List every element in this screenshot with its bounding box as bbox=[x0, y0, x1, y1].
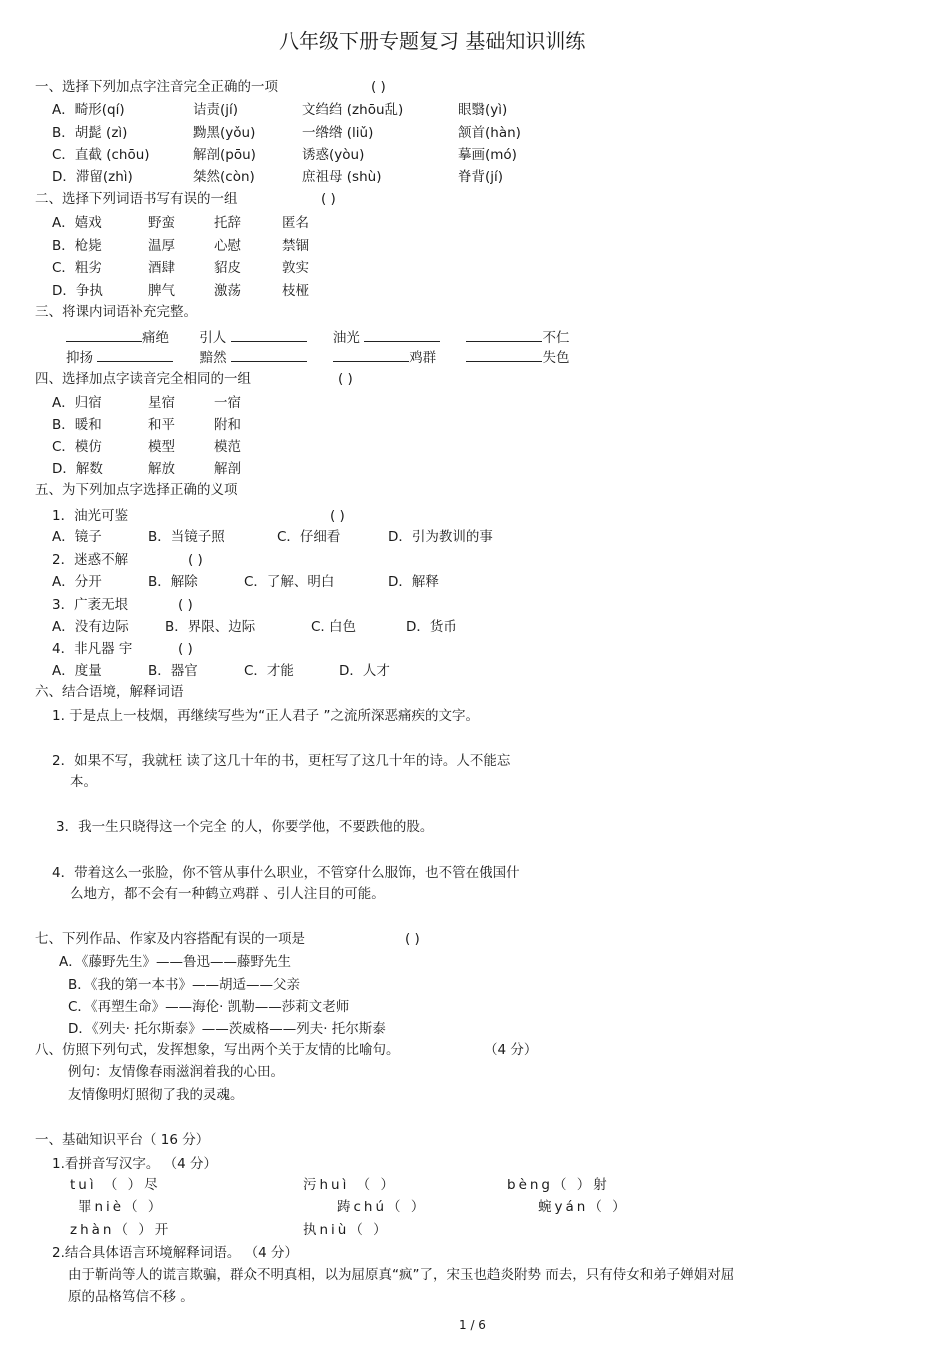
s4-c-1: C．模仿 bbox=[52, 439, 102, 455]
s4-c-3: 模范 bbox=[214, 439, 241, 455]
s8-example-1: 例句：友情像春雨滋润着我的心田。 bbox=[68, 1064, 284, 1080]
s2-b-1: B．枪毙 bbox=[52, 238, 102, 254]
s5-q4-opt-c: C．才能 bbox=[244, 663, 294, 679]
s4-b-3: 附和 bbox=[214, 417, 241, 433]
s6-q2-line1: 2．如果不写，我就枉 读了这几十年的书，更枉写了这几十年的诗。人不能忘 bbox=[52, 753, 511, 769]
pinyin-1-2: 污huì （ ） bbox=[303, 1177, 397, 1193]
s4-d-1: D．解数 bbox=[52, 461, 103, 477]
section-6-heading: 六、结合语境，解释词语 bbox=[35, 684, 184, 700]
s5-q4-opt-b: B．器官 bbox=[148, 663, 198, 679]
s5-q3-opt-a: A．没有边际 bbox=[52, 619, 129, 635]
s4-d-3: 解剖 bbox=[214, 461, 241, 477]
s5-q2-paren: ( ) bbox=[188, 552, 203, 568]
s2-c-3: 貂皮 bbox=[214, 260, 241, 276]
option-c-col2: 解剖(pōu) bbox=[193, 147, 256, 163]
s2-d-3: 激荡 bbox=[214, 283, 241, 299]
blank-field[interactable] bbox=[466, 347, 542, 362]
blank-field[interactable] bbox=[333, 347, 409, 362]
pinyin-3-1: zhàn（ ）开 bbox=[70, 1222, 172, 1238]
pinyin-1-1: tuì （ ）尽 bbox=[70, 1177, 161, 1193]
s6-q4-line1: 4．带着这么一张脸，你不管从事什么职业，不管穿什么服饰，也不管在俄国什 bbox=[52, 865, 520, 881]
fill-row-2: 抑扬 黯然 鸡群 失色 bbox=[66, 347, 569, 367]
section-1-answer-paren: ( ) bbox=[371, 79, 386, 95]
s5-q2: 2．迷惑不解 bbox=[52, 552, 129, 568]
option-a-col1: A．畸形(qí) bbox=[52, 102, 125, 118]
s5-q1-opt-a: A．镜子 bbox=[52, 529, 102, 545]
part2-q1: 1.看拼音写汉字。 （4 分） bbox=[52, 1156, 218, 1172]
section-8-heading: 八、仿照下列句式，发挥想象，写出两个关于友情的比喻句。 bbox=[35, 1042, 400, 1058]
s2-c-2: 酒肆 bbox=[148, 260, 175, 276]
s4-a-2: 星宿 bbox=[148, 395, 175, 411]
s4-b-2: 和平 bbox=[148, 417, 175, 433]
s7-opt-c: C．《再塑生命》——海伦· 凯勒——莎莉文老师 bbox=[68, 999, 350, 1015]
section-3-heading: 三、将课内词语补充完整。 bbox=[35, 304, 197, 320]
s2-c-4: 敦实 bbox=[282, 260, 309, 276]
s2-b-3: 心慰 bbox=[214, 238, 241, 254]
s6-q4-line2: 么地方，都不会有一种鹤立鸡群 、引人注目的可能。 bbox=[70, 886, 385, 902]
s2-d-1: D．争执 bbox=[52, 283, 103, 299]
s5-q3-opt-c: C. 白色 bbox=[311, 619, 357, 635]
section-5-heading: 五、为下列加点字选择正确的义项 bbox=[35, 482, 238, 498]
part2-q2-text-1: 由于靳尚等人的谎言欺骗，群众不明真相，以为屈原真“疯”了，宋玉也趋炎附势 而去，只有侍女和弟子婵娟对屈 bbox=[68, 1267, 735, 1283]
section-7-answer-paren: ( ) bbox=[405, 931, 420, 947]
s7-opt-a: A．《藤野先生》——鲁迅——藤野先生 bbox=[59, 954, 291, 970]
section-4-answer-paren: ( ) bbox=[338, 371, 353, 387]
option-d-col4: 脊背(jí) bbox=[458, 169, 504, 185]
s5-q1-opt-c: C．仔细看 bbox=[277, 529, 341, 545]
s5-q2-opt-a: A．分开 bbox=[52, 574, 102, 590]
option-a-col3: 文绉绉 (zhōu乱) bbox=[302, 102, 404, 118]
option-d-col3: 庶祖母 (shù) bbox=[302, 169, 382, 185]
s5-q1-paren: ( ) bbox=[330, 508, 345, 524]
s2-a-2: 野蛮 bbox=[148, 215, 175, 231]
blank-field[interactable] bbox=[231, 347, 307, 362]
option-c-col3: 诱惑(yòu) bbox=[302, 147, 365, 163]
option-b-col1: B．胡髭 (zì) bbox=[52, 125, 128, 141]
section-8-score: （4 分） bbox=[484, 1042, 538, 1058]
option-d-col2: 桀然(còn) bbox=[193, 169, 255, 185]
page-number: 1 / 6 bbox=[459, 1318, 486, 1332]
s2-a-4: 匿名 bbox=[282, 215, 309, 231]
s5-q2-opt-d: D．解释 bbox=[388, 574, 439, 590]
s5-q4: 4．非凡器 宇 bbox=[52, 641, 133, 657]
section-7-heading: 七、下列作品、作家及内容搭配有误的一项是 bbox=[35, 931, 305, 947]
part2-q2: 2.结合具体语言环境解释词语。 （4 分） bbox=[52, 1245, 299, 1261]
option-b-col2: 黝黑(yǒu) bbox=[193, 125, 256, 141]
option-a-col2: 诘责(jí) bbox=[193, 102, 239, 118]
section-2-answer-paren: ( ) bbox=[321, 191, 336, 207]
section-1-heading: 一、选择下列加点字注音完全正确的一项 bbox=[35, 79, 278, 95]
page-title: 八年级下册专题复习 基础知识训练 bbox=[279, 29, 586, 53]
s7-opt-d: D．《列夫· 托尔斯泰》——茨威格——列夫· 托尔斯泰 bbox=[68, 1021, 386, 1037]
s5-q4-paren: ( ) bbox=[178, 641, 193, 657]
option-a-col4: 眼翳(yì) bbox=[458, 102, 508, 118]
pinyin-2-3: 蜿yán（ ） bbox=[538, 1199, 629, 1215]
option-c-col1: C．直截 (chōu) bbox=[52, 147, 150, 163]
s5-q1-opt-b: B．当镜子照 bbox=[148, 529, 225, 545]
s6-q2-line2: 本。 bbox=[70, 774, 97, 790]
option-d-col1: D．滞留(zhì) bbox=[52, 169, 133, 185]
blank-field[interactable] bbox=[66, 327, 142, 342]
option-c-col4: 摹画(mó) bbox=[458, 147, 517, 163]
pinyin-1-3: bèng（ ）射 bbox=[507, 1177, 610, 1193]
s5-q4-opt-d: D．人才 bbox=[339, 663, 390, 679]
s2-b-4: 禁锢 bbox=[282, 238, 309, 254]
section-4-heading: 四、选择加点字读音完全相同的一组 bbox=[35, 371, 251, 387]
blank-field[interactable] bbox=[466, 327, 542, 342]
s4-a-3: 一宿 bbox=[214, 395, 241, 411]
part2-q2-text-2: 原的品格笃信不移 。 bbox=[68, 1289, 194, 1305]
section-2-heading: 二、选择下列词语书写有误的一组 bbox=[35, 191, 238, 207]
pinyin-2-1: 罪niè（ ） bbox=[78, 1199, 165, 1215]
s2-a-1: A．嬉戏 bbox=[52, 215, 102, 231]
s5-q3-opt-d: D．货币 bbox=[406, 619, 457, 635]
s5-q2-opt-c: C．了解、明白 bbox=[244, 574, 335, 590]
option-b-col4: 颔首(hàn) bbox=[458, 125, 521, 141]
s4-d-2: 解放 bbox=[148, 461, 175, 477]
fill-row-1: 痛绝 引人 油光 不仁 bbox=[66, 327, 569, 347]
blank-field[interactable] bbox=[231, 327, 307, 342]
s6-q1: 1. 于是点上一枝烟，再继续写些为“正人君子 ”之流所深恶痛疾的文字。 bbox=[52, 708, 479, 724]
s4-b-1: B．暖和 bbox=[52, 417, 102, 433]
s2-a-3: 托辞 bbox=[214, 215, 241, 231]
s6-q3: 3．我一生只晓得这一个完全 的人，你要学他，不要跌他的股。 bbox=[56, 819, 434, 835]
s4-c-2: 模型 bbox=[148, 439, 175, 455]
s5-q1-opt-d: D．引为教训的事 bbox=[388, 529, 493, 545]
blank-field[interactable] bbox=[97, 347, 173, 362]
part2-heading: 一、基础知识平台（ 16 分） bbox=[35, 1132, 210, 1148]
s2-c-1: C．粗劣 bbox=[52, 260, 102, 276]
s2-d-4: 枝桠 bbox=[282, 283, 309, 299]
pinyin-3-2: 执niù（ ） bbox=[303, 1222, 390, 1238]
s8-example-2: 友情像明灯照彻了我的灵魂。 bbox=[68, 1087, 244, 1103]
s2-d-2: 脾气 bbox=[148, 283, 175, 299]
s5-q1: 1．油光可鉴 bbox=[52, 508, 129, 524]
s5-q3: 3．广袤无垠 bbox=[52, 597, 129, 613]
option-b-col3: 一绺绺 (liǔ) bbox=[302, 125, 374, 141]
pinyin-2-2: 踌chú（ ） bbox=[337, 1199, 428, 1215]
blank-field[interactable] bbox=[364, 327, 440, 342]
s5-q4-opt-a: A．度量 bbox=[52, 663, 102, 679]
s5-q3-paren: ( ) bbox=[178, 597, 193, 613]
s4-a-1: A．归宿 bbox=[52, 395, 102, 411]
s5-q3-opt-b: B．界限、边际 bbox=[165, 619, 256, 635]
s7-opt-b: B．《我的第一本书》——胡适——父亲 bbox=[68, 977, 301, 993]
s5-q2-opt-b: B．解除 bbox=[148, 574, 198, 590]
s2-b-2: 温厚 bbox=[148, 238, 175, 254]
